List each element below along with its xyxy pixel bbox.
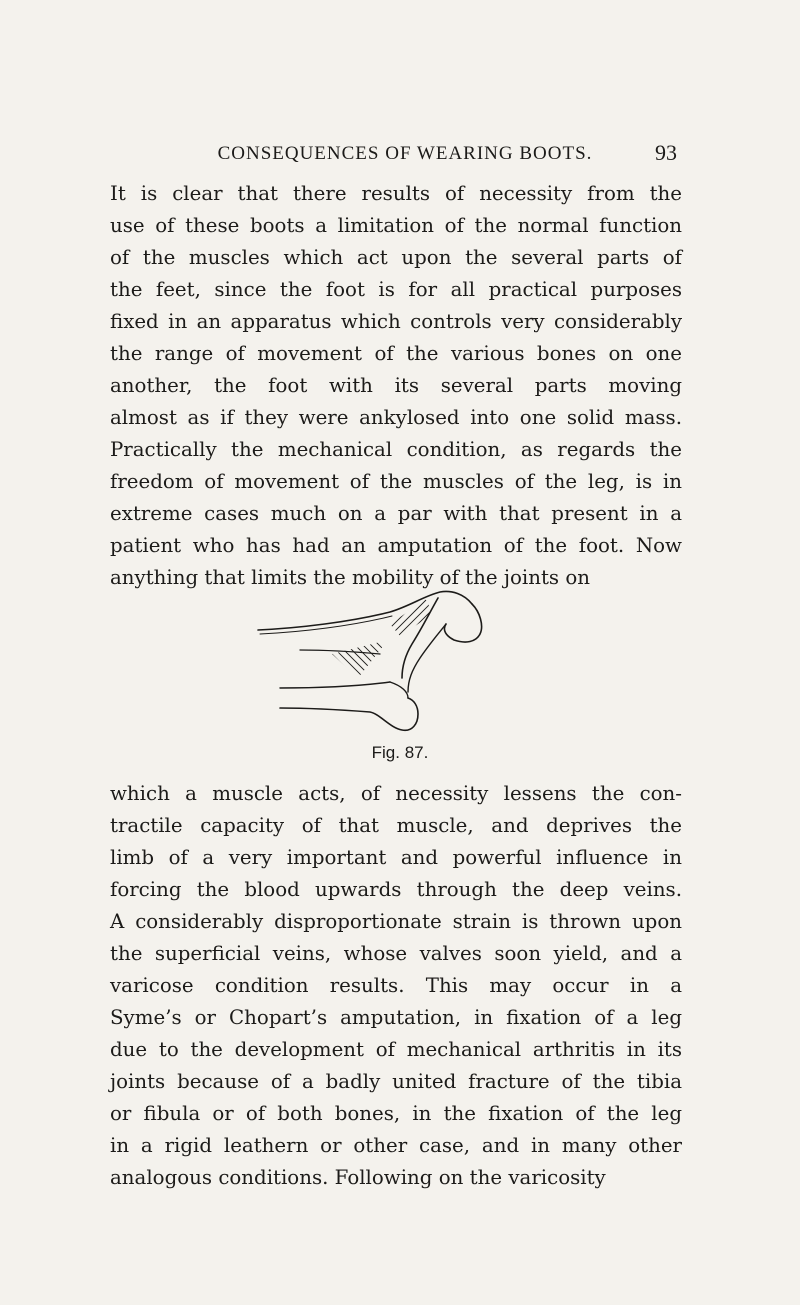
text-line: Practically the mechanical condition, as regards the — [110, 438, 682, 461]
text-line: It is clear that there results of necessity from the — [110, 182, 682, 205]
figure-caption: Fig. 87. — [371, 743, 429, 762]
paragraph-2 — [110, 778, 682, 1194]
text-line: which a muscle acts, of necessity lessens the con- — [110, 782, 682, 805]
text-line: analogous conditions. Following on the varicosity — [110, 1166, 606, 1189]
text-line: another, the foot with its several parts moving — [110, 374, 682, 397]
text-line: tractile capacity of that muscle, and deprives the — [110, 814, 682, 837]
text-line: Syme’s or Chopart’s amputation, in fixation of a leg — [110, 1006, 682, 1029]
text-line: the feet, since the foot is for all practical purposes — [110, 278, 682, 301]
text-line: limb of a very important and powerful influence in — [110, 846, 682, 869]
text-line: the range of movement of the various bones on one — [110, 342, 682, 365]
text-line: anything that limits the mobility of the joints on — [110, 566, 591, 589]
text-line: use of these boots a limitation of the normal function — [110, 214, 682, 237]
text-line: due to the development of mechanical arthritis in its — [110, 1038, 682, 1061]
page-number: 93 — [655, 140, 677, 165]
text-line: patient who has had an amputation of the foot. Now — [110, 534, 682, 557]
text-line: in a rigid leathern or other case, and in many other — [110, 1134, 682, 1157]
text-line: extreme cases much on a par with that present in a — [110, 502, 682, 525]
text-line: varicose condition results. This may occur in a — [110, 974, 682, 997]
figure-87-illustration — [240, 588, 500, 736]
text-line: forcing the blood upwards through the deep veins. — [110, 878, 682, 901]
text-line: A considerably disproportionate strain is thrown upon — [110, 910, 682, 933]
text-line: freedom of movement of the muscles of the leg, is in — [110, 470, 682, 493]
text-line: almost as if they were ankylosed into one solid mass. — [110, 406, 682, 429]
paragraph-1 — [110, 178, 682, 594]
text-line: or fibula or of both bones, in the fixation of the leg — [110, 1102, 682, 1125]
text-line: fixed in an apparatus which controls very considerably — [110, 310, 682, 333]
running-head: CONSEQUENCES OF WEARING BOOTS. — [217, 143, 593, 164]
text-line: the superficial veins, whose valves soon yield, and a — [110, 942, 682, 965]
text-line: joints because of a badly united fracture of the tibia — [110, 1070, 682, 1093]
text-line: of the muscles which act upon the several parts of — [110, 246, 682, 269]
